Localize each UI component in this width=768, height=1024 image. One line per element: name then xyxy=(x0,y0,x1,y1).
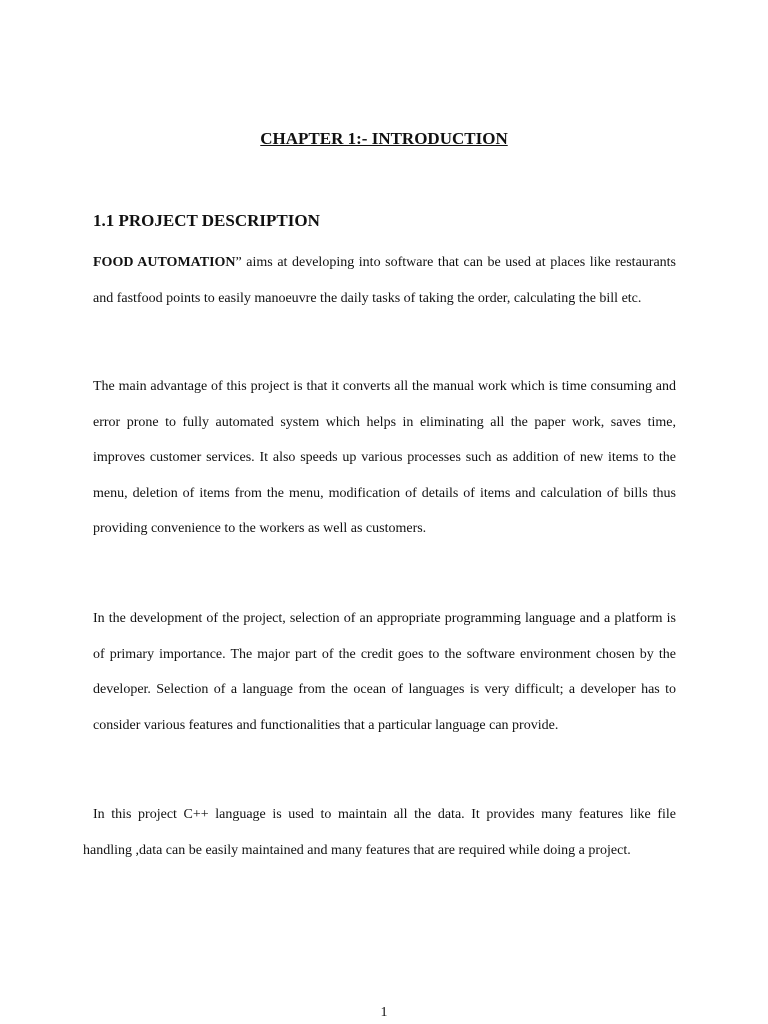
section-heading: 1.1 PROJECT DESCRIPTION xyxy=(93,211,320,230)
project-name: FOOD AUTOMATION xyxy=(93,255,236,270)
chapter-title: CHAPTER 1:- INTRODUCTION xyxy=(260,129,508,148)
paragraph-cpp-language: In this project C++ language is used to maintain all the data. It provides many features like file handling ,data can be easily maintained and many features that are required while doing a project. xyxy=(83,807,676,858)
paragraph-development: In the development of the project, selection of an appropriate programming language and a platform is of primary importance. The major part of the credit goes to the software environment chosen by the developer. Selection of a language from the ocean of languages is very difficult; a developer has to consider various features and functionalities that a particular language can provide. xyxy=(93,611,676,733)
paragraph-text: ” aims at developing into software that can be used at places like restaurants and fastfood points to easily manoeuvre the daily tasks of taking the order, calculating the bill etc. xyxy=(93,255,676,306)
paragraph-project-description xyxy=(93,245,676,316)
paragraph-main-advantage: The main advantage of this project is that it converts all the manual work which is time consuming and error prone to fully automated system which helps in eliminating all the paper work, saves time, improves customer services. It also speeds up various processes such as addition of new items to the menu, deletion of items from the menu, modification of details of items and calculation of bills thus providing convenience to the workers as well as customers. xyxy=(93,379,676,536)
page-number: 1 xyxy=(380,1005,388,1020)
